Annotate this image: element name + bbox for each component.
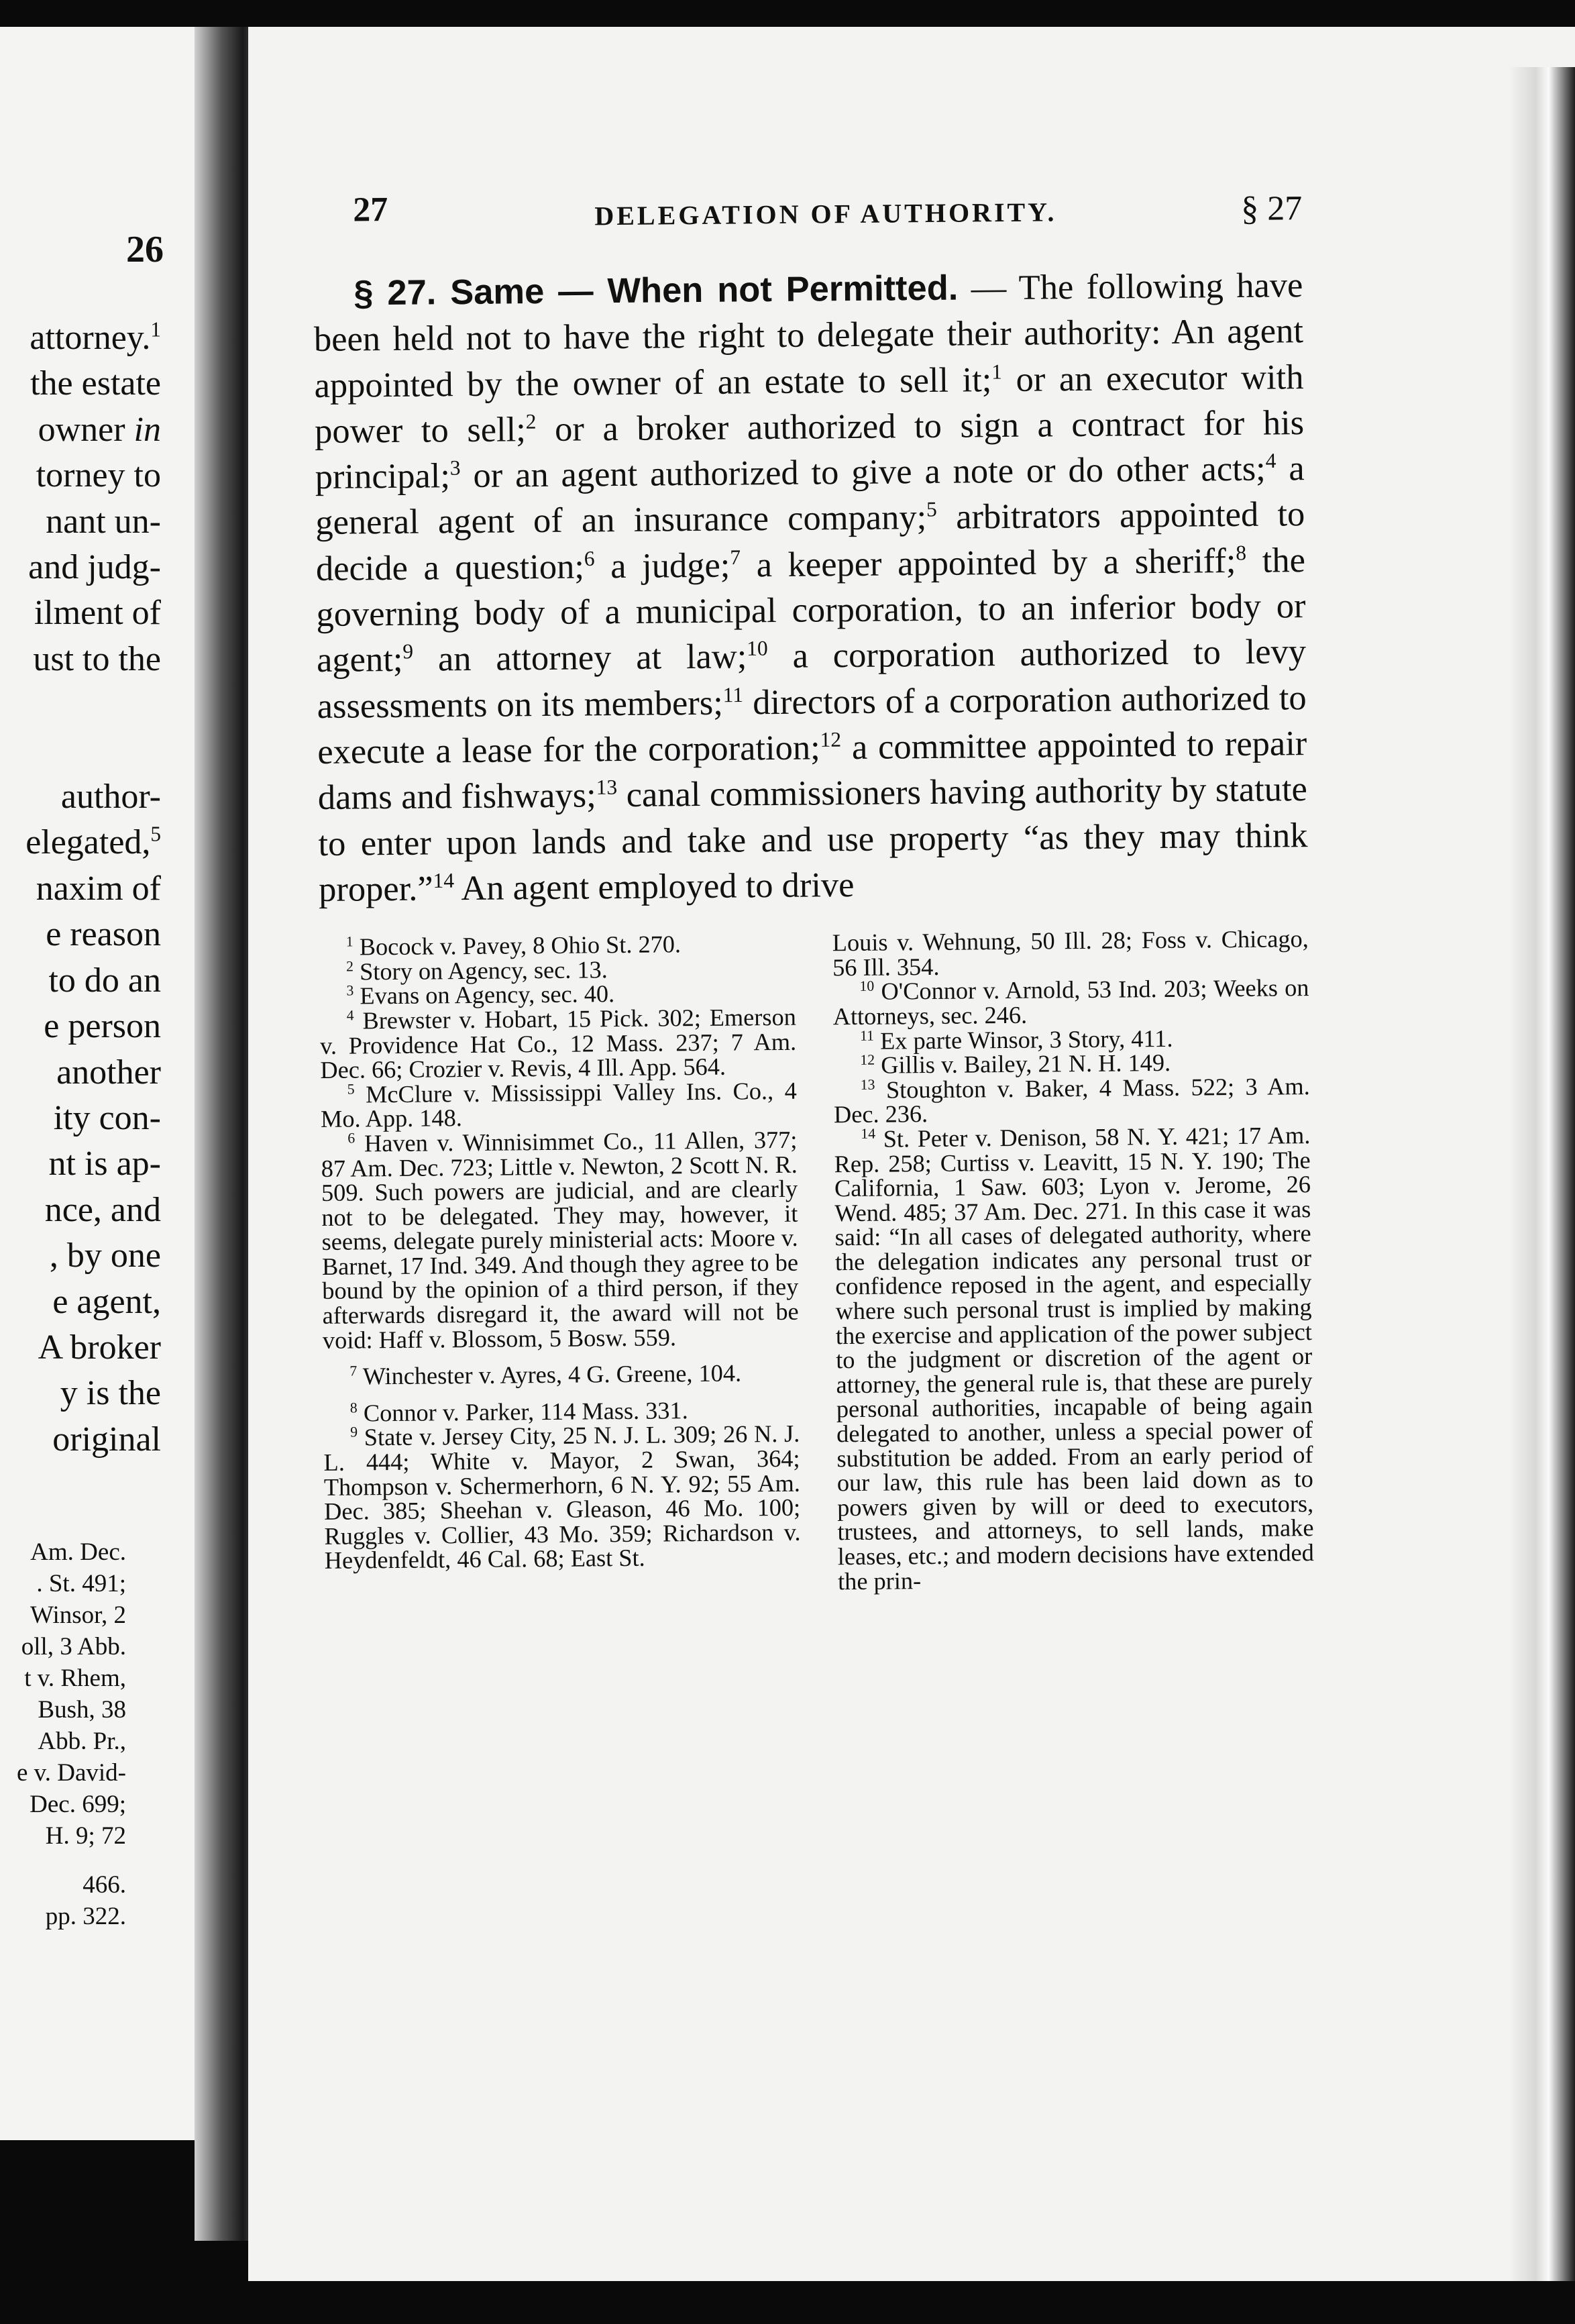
left-note-line: e v. David- [16,1759,126,1787]
footnote: $^1$ Bocock v. Pavey, 8 Ohio St. 270. [345,931,682,961]
footnote: $^{12}$ Gillis v. Bailey, 21 N. H. 149. [860,1049,1171,1079]
left-line: owner in [38,410,161,449]
footnote: $^6$ Haven v. Winnisimmet Co., 11 Allen, 377; 87 Am. Dec. 723; Little v. Newton, 2 Scott N. R. 509. Such powers are judicial, and are clearly not to be delegated. They may, however, it seems, delegate purely ministerial acts: Moore v. Barnet, 17 Ind. 349. And though they agree to be bound by the opinion of a third person, if they afterwards disregard it, the award will not be void: Haff v. Blossom, 5 Bosw. 559. [321,1126,799,1354]
left-line: naxim of [36,869,161,908]
left-page-notes [17,1536,126,1932]
footnote: $^{10}$ O'Connor v. Arnold, 53 Ind. 203; Weeks on Attorneys, sec. 246. [832,974,1309,1031]
footnote: $^4$ Brewster v. Hobart, 15 Pick. 302; Emerson v. Providence Hat Co., 12 Mass. 237; 7 Am. Dec. 66; Crozier v. Revis, 4 Ill. App. 564. [319,1003,797,1084]
page-content [313,182,1314,1598]
left-line [25,682,161,728]
left-page-number: 26 [126,229,164,270]
footnote: $^7$ Winchester v. Ayres, 4 G. Greene, 104. [349,1359,742,1390]
left-line [25,729,161,774]
left-line: and judg- [28,548,161,587]
footnote-continued: Louis v. Wehnung, 50 Ill. 28; Foss v. Chicago, 56 Ill. 354. [832,925,1309,982]
footnotes [319,927,1315,1598]
left-line: torney to [36,456,161,495]
left-line: y is the [60,1374,161,1413]
book-gutter [195,27,255,2241]
left-line: e reason [46,915,161,954]
left-line: the estate [30,364,161,403]
left-line: e person [44,1007,161,1046]
left-note-line: 466. [83,1871,126,1899]
left-line: elegated,$^5$ [25,823,161,862]
footnote: $^2$ Story on Agency, sec. 13. [345,955,608,986]
left-note-line: Bush, 38 [38,1696,126,1724]
left-note-line: pp. 322. [45,1903,126,1930]
left-line: ust to the [33,639,161,678]
left-line: original [52,1420,161,1459]
footnote: $^{11}$ Ex parte Winsor, 3 Story, 411. [859,1024,1173,1055]
left-note-line: . St. 491; [36,1570,126,1597]
right-page [248,27,1575,2281]
left-line: another [56,1053,161,1092]
left-line: nce, and [44,1190,161,1229]
left-note-line: Abb. Pr., [38,1728,126,1755]
left-line: nt is ap- [48,1145,161,1183]
section-heading: § 27. Same — When not Permitted. [354,268,959,313]
footnote: $^{13}$ Stoughton v. Baker, 4 Mass. 522; 3 Am. Dec. 236. [833,1072,1310,1128]
page-header [313,182,1303,271]
footnotes-left-column [319,931,802,1598]
left-page-text [25,315,161,1463]
left-line: author- [60,778,161,816]
footnote: $^{14}$ St. Peter v. Denison, 58 N. Y. 421; 17 Am. Rep. 258; Curtiss v. Leavitt, 15 N. Y. 190; The California, 1 Saw. 603; Lyon v. Jerome, 26 Wend. 485; 37 Am. Dec. 271. In this case it was said: “In all cases of delegated authority, where the delegation indicates any personal trust or confidence reposed in the agent, and especially where such personal trust is implied by making the exercise and application of the power subject to the judgment or discretion of the agent or attorney, the general rule is, that these are purely personal authorities, incapable of being again delegated to another, unless a special power of substitution be added. From an early period of our law, this rule has been laid down as to powers given by will or deed to executors, trustees, and attorneys, to sell lands, make leases, etc.; and modern decisions have extended the prin- [834,1121,1314,1595]
left-line: to do an [48,961,161,1000]
left-line: attorney.$^1$ [30,317,161,357]
left-line: ilment of [34,594,161,633]
footnote: $^3$ Evans on Agency, sec. 40. [346,980,615,1010]
running-title: DELEGATION OF AUTHORITY. [594,197,1057,231]
section-number: § 27 [1241,189,1303,228]
section-body: § 27. Same — When not Permitted. — The following have been held not to have the right to delegate their authority: An agent appointed by the owner of an estate to sell it;$^1$ or an executor with power to sell;$^2$ or a broker authorized to sign a contract for his principal;$^3$ or an agent authorized to give a note or do other acts;$^4$ a general agent of an insurance company;$^5$ arbitrators appointed to decide a question;$^6$ a judge;$^7$ a keeper appointed by a sheriff;$^8$ the governing body of a municipal corporation, to an inferior body or agent;$^9$ an attorney at law;$^{10}$ a corporation authorized to levy assessments on its members;$^{11}$ directors of a corporation authorized to execute a lease for the corporation;$^{12}$ a committee appointed to repair dams and fishways;$^{13}$ canal commissioners having authority by statute to enter upon lands and take and use property “as they may think proper.”$^{14}$ An agent employed to drive [313,266,1308,909]
footnote: $^9$ State v. Jersey City, 25 N. J. L. 309; 26 N. J. L. 444; White v. Mayor, 2 Swan, 364; Thompson v. Schermerhorn, 6 N. Y. 92; 55 Am. Dec. 385; Sheehan v. Gleason, 46 Mo. 100; Ruggles v. Collier, 43 Mo. 359; Richardson v. Heydenfeldt, 46 Cal. 68; East St. [323,1420,801,1575]
left-note-gap [17,1852,126,1869]
left-note-line: Winsor, 2 [30,1601,126,1629]
footnote: $^5$ McClure v. Mississippi Valley Ins. Co., 4 Mo. App. 148. [320,1077,797,1133]
left-note-line: Dec. 699; [30,1791,126,1818]
footnotes-right-column [832,927,1315,1593]
footnote: $^8$ Connor v. Parker, 114 Mass. 331. [349,1397,688,1427]
left-note-line: oll, 3 Abb. [21,1633,126,1660]
page-number: 27 [353,191,388,229]
left-line: ity con- [53,1098,161,1137]
left-note-line: H. 9; 72 [45,1822,126,1850]
left-line: e agent, [52,1282,161,1321]
left-note-line: Am. Dec. [30,1538,126,1566]
left-line: , by one [49,1236,161,1275]
left-line: A broker [38,1328,161,1367]
page-edge [1509,67,1575,2281]
left-note-line: t v. Rhem, [24,1665,126,1692]
left-line: nant un- [46,502,161,541]
